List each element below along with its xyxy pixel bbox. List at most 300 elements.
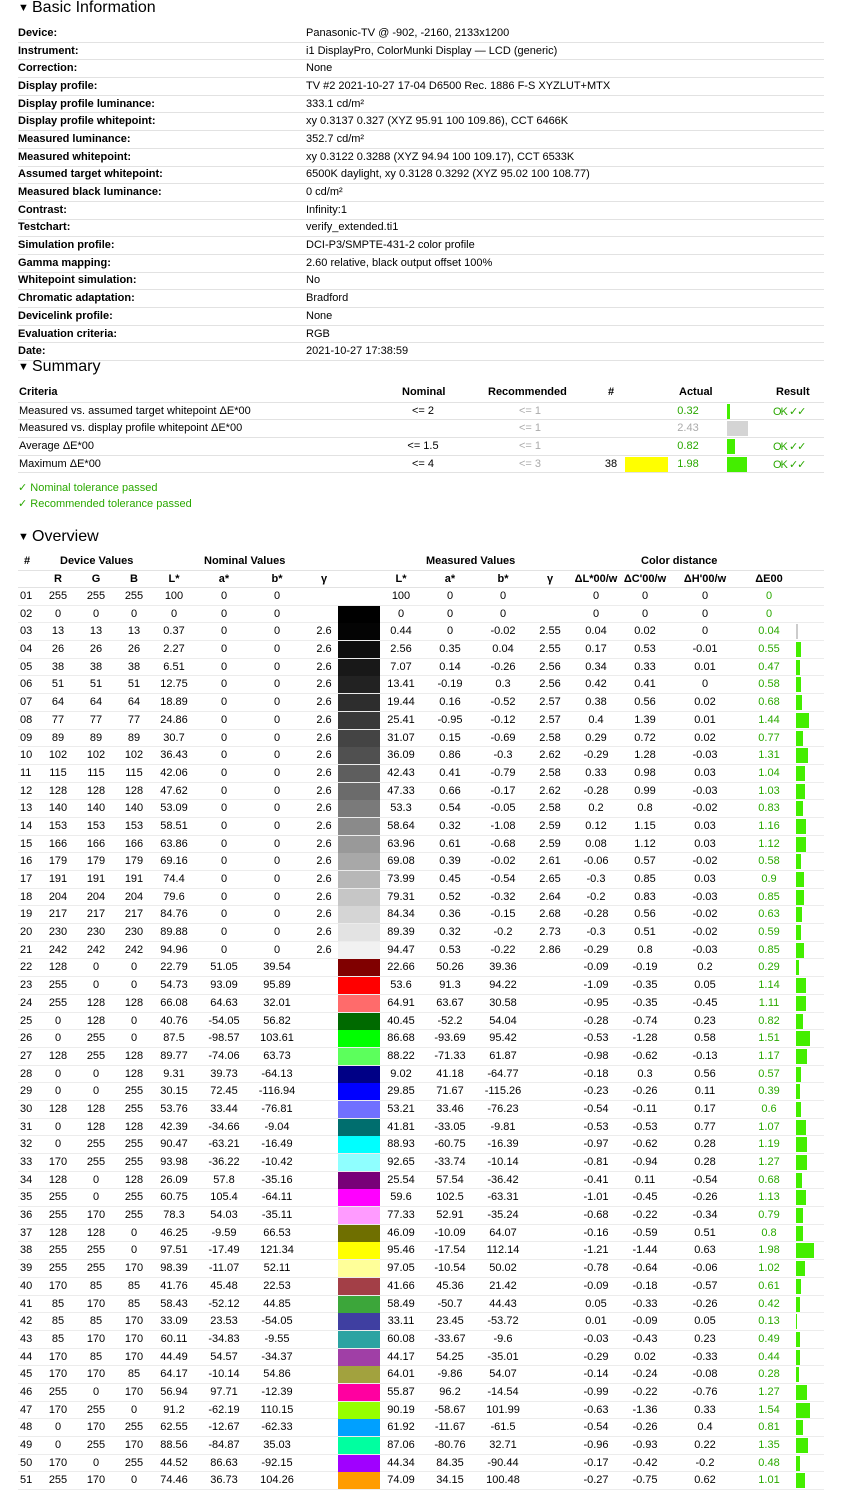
info-value: i1 DisplayPro, ColorMunki Display — LCD (generic) bbox=[306, 42, 824, 60]
patch-value: 2.59 bbox=[539, 837, 561, 850]
patch-value: -0.08 bbox=[692, 1368, 718, 1381]
patch-index: 39 bbox=[20, 1262, 33, 1275]
patch-value: 54.25 bbox=[436, 1350, 464, 1363]
patch-value: -0.13 bbox=[692, 1049, 718, 1062]
patch-value: 0.32 bbox=[439, 819, 461, 832]
patch-value: 110.15 bbox=[260, 1403, 294, 1416]
patch-value: 0.23 bbox=[694, 1332, 716, 1345]
patch-row bbox=[18, 1013, 824, 1031]
patch-value: 0 bbox=[273, 678, 281, 691]
patch-value: 255 bbox=[48, 1262, 68, 1275]
patch-value: 39.54 bbox=[263, 961, 291, 974]
patch-value: -0.26 bbox=[632, 1085, 658, 1098]
delta-e-bar bbox=[796, 677, 801, 692]
delta-e-bar bbox=[796, 1208, 803, 1223]
patch-value: 0 bbox=[220, 890, 228, 903]
patch-value: 0 bbox=[273, 784, 281, 797]
patch-value: -0.02 bbox=[692, 855, 718, 868]
patch-value: 0 bbox=[54, 607, 62, 620]
summary-actual: 2.43 bbox=[677, 422, 699, 435]
patch-row bbox=[18, 641, 824, 659]
summary-recommended: <= 3 bbox=[518, 457, 542, 470]
patch-swatch bbox=[338, 1207, 380, 1224]
patch-value: 0.01 bbox=[694, 660, 716, 673]
patch-value: 128 bbox=[48, 1049, 68, 1062]
patch-value: 128 bbox=[48, 784, 68, 797]
result-header: Result bbox=[776, 386, 810, 398]
patch-swatch bbox=[338, 1455, 380, 1472]
collapse-triangle-icon[interactable]: ▼ bbox=[18, 2, 29, 14]
info-label: Testchart: bbox=[18, 219, 306, 237]
info-value: 0 cd/m² bbox=[306, 184, 824, 202]
patch-value: -0.26 bbox=[632, 1421, 658, 1434]
patch-value: -0.02 bbox=[692, 908, 718, 921]
summary-result: OK ✓✓ bbox=[773, 458, 806, 471]
patch-value: 170 bbox=[86, 1297, 106, 1310]
patch-value: -0.63 bbox=[583, 1403, 609, 1416]
patch-index: 34 bbox=[20, 1173, 33, 1186]
info-value: 2.60 relative, black output offset 100% bbox=[306, 254, 824, 272]
patch-value: 32.71 bbox=[489, 1439, 517, 1451]
patch-value: 89 bbox=[89, 731, 103, 744]
patch-value: 0 bbox=[170, 607, 178, 620]
patch-value: -62.33 bbox=[261, 1421, 293, 1434]
device-values-header: Device Values bbox=[60, 555, 134, 567]
patch-value: 64 bbox=[127, 696, 141, 709]
patch-value: 0 bbox=[220, 802, 228, 815]
patch-value: -58.67 bbox=[434, 1403, 466, 1416]
info-label: Device: bbox=[18, 25, 306, 42]
patch-value: 2.62 bbox=[539, 749, 561, 762]
patch-swatch bbox=[338, 836, 380, 853]
patch-value: 64.63 bbox=[210, 996, 238, 1009]
patch-value: 85 bbox=[51, 1315, 65, 1328]
patch-value: -52.2 bbox=[437, 1014, 463, 1027]
patch-value: -64.13 bbox=[261, 1067, 293, 1080]
patch-index: 11 bbox=[20, 766, 32, 779]
patch-value: -0.32 bbox=[490, 890, 516, 903]
patch-row bbox=[18, 1172, 824, 1190]
patch-value: 1.16 bbox=[758, 819, 780, 832]
patch-value: 255 bbox=[48, 979, 68, 992]
patch-value: 0 bbox=[701, 607, 709, 620]
patch-value: -0.03 bbox=[692, 943, 718, 956]
patch-value: 128 bbox=[124, 1067, 144, 1080]
patch-value: 255 bbox=[86, 1156, 106, 1168]
actual-header: Actual bbox=[679, 386, 713, 398]
patch-swatch bbox=[338, 959, 380, 976]
patch-value: 255 bbox=[86, 1049, 106, 1062]
patch-value: 2.57 bbox=[539, 696, 561, 709]
patch-value: 64.01 bbox=[387, 1368, 415, 1381]
patch-value: -0.18 bbox=[632, 1279, 658, 1292]
patch-row bbox=[18, 588, 824, 606]
patch-swatch bbox=[338, 924, 380, 941]
patch-value: 44.52 bbox=[160, 1456, 188, 1469]
info-value: None bbox=[306, 308, 824, 326]
info-value: 333.1 cd/m² bbox=[306, 95, 824, 113]
patch-value: 18.89 bbox=[160, 696, 188, 709]
patch-value: 94.47 bbox=[387, 943, 415, 956]
patch-value: 13 bbox=[51, 625, 65, 638]
patch-value: 0 bbox=[54, 1032, 62, 1045]
collapse-triangle-icon[interactable]: ▼ bbox=[18, 361, 29, 373]
patch-value: 0.11 bbox=[634, 1173, 656, 1186]
patch-value: 0.37 bbox=[163, 625, 185, 638]
patch-row bbox=[18, 1419, 824, 1437]
patch-value: 255 bbox=[86, 1138, 106, 1151]
patch-value: 45.48 bbox=[210, 1279, 238, 1292]
patch-value: 0.61 bbox=[758, 1279, 780, 1292]
patch-value: -1.36 bbox=[632, 1403, 658, 1416]
patch-value: 102 bbox=[124, 749, 144, 762]
patch-row bbox=[18, 694, 824, 712]
patch-value: 2.61 bbox=[539, 855, 561, 868]
patch-value: 128 bbox=[86, 996, 106, 1009]
worst-patch-swatch bbox=[625, 457, 668, 472]
patch-value: 242 bbox=[124, 943, 144, 956]
patch-value: 128 bbox=[48, 1226, 68, 1239]
patch-value: 0 bbox=[130, 1226, 138, 1239]
patch-value: 0.58 bbox=[694, 1032, 716, 1045]
patch-index: 10 bbox=[20, 749, 33, 762]
patch-value: -0.2 bbox=[493, 926, 513, 939]
patch-value: -0.03 bbox=[692, 749, 718, 762]
info-value: verify_extended.ti1 bbox=[306, 219, 824, 237]
patch-value: 255 bbox=[48, 1191, 68, 1204]
delta-e-bar bbox=[796, 1314, 797, 1329]
patch-value: 0.99 bbox=[634, 784, 656, 797]
patch-value: 40.76 bbox=[160, 1014, 188, 1027]
patch-value: -0.16 bbox=[583, 1226, 609, 1239]
patch-value: 0 bbox=[220, 678, 228, 691]
patch-value: 0.04 bbox=[492, 643, 514, 656]
patch-value: 166 bbox=[86, 837, 106, 850]
patch-swatch bbox=[338, 818, 380, 835]
patch-value: 1.27 bbox=[758, 1385, 780, 1398]
patch-swatch bbox=[338, 1366, 380, 1383]
patch-value: -0.57 bbox=[692, 1279, 718, 1292]
patch-value: 69.16 bbox=[160, 855, 188, 868]
patch-value: 0.4 bbox=[588, 713, 604, 726]
patch-value: 1.44 bbox=[758, 713, 780, 726]
patch-value: 0.3 bbox=[495, 678, 511, 691]
patch-value: 1.11 bbox=[758, 996, 780, 1009]
recommended-passed-note: ✓ Recommended tolerance passed bbox=[18, 498, 192, 510]
patch-row bbox=[18, 765, 824, 783]
patch-value: -0.06 bbox=[692, 1262, 718, 1275]
summary-criteria: Maximum ΔE*00 bbox=[19, 457, 101, 470]
patch-value: 94.22 bbox=[489, 979, 517, 992]
patch-value: 0.32 bbox=[439, 926, 461, 939]
patch-value: 6.51 bbox=[163, 660, 185, 673]
column-header: B bbox=[130, 572, 138, 585]
summary-criteria: Average ΔE*00 bbox=[19, 440, 95, 453]
delta-e-bar bbox=[796, 1226, 803, 1241]
patch-value: 0 bbox=[130, 1474, 138, 1487]
delta-e-bar bbox=[796, 731, 803, 746]
patch-value: 255 bbox=[48, 1385, 68, 1398]
patch-value: 72.45 bbox=[210, 1085, 238, 1098]
patch-value: 0.28 bbox=[694, 1156, 716, 1168]
patch-value: 2.58 bbox=[539, 802, 561, 815]
patch-value: 0.02 bbox=[694, 696, 716, 709]
patch-value: 170 bbox=[86, 1209, 106, 1222]
patch-value: 0.2 bbox=[697, 961, 713, 974]
delta-e-bar bbox=[796, 1137, 807, 1152]
patch-value: 85 bbox=[51, 1297, 65, 1310]
patch-row bbox=[18, 924, 824, 942]
patch-value: 51.05 bbox=[210, 961, 238, 974]
patch-value: 0 bbox=[220, 819, 228, 832]
patch-value: 170 bbox=[48, 1156, 68, 1168]
patch-value: -98.57 bbox=[208, 1032, 240, 1045]
patch-index: 06 bbox=[20, 678, 33, 691]
info-row bbox=[18, 254, 824, 272]
patch-value: 0 bbox=[273, 766, 281, 779]
patch-value: 0.68 bbox=[758, 696, 780, 709]
patch-value: -10.14 bbox=[208, 1368, 240, 1381]
patch-value: 2.6 bbox=[316, 696, 332, 709]
info-value: xy 0.3137 0.327 (XYZ 95.91 100 109.86), CCT 6466K bbox=[306, 113, 824, 131]
patch-value: 0.82 bbox=[758, 1014, 780, 1027]
patch-value: 0.04 bbox=[758, 625, 780, 638]
delta-e-bar bbox=[796, 642, 801, 657]
patch-value: -0.53 bbox=[632, 1120, 658, 1133]
patch-value: 30.15 bbox=[160, 1085, 188, 1098]
patch-value: 0 bbox=[273, 731, 281, 744]
patch-value: -0.17 bbox=[583, 1456, 609, 1469]
column-header: ΔE00 bbox=[755, 572, 783, 585]
patch-value: -17.49 bbox=[208, 1244, 240, 1257]
column-header: ΔH'00/w bbox=[683, 572, 727, 585]
patch-value: 58.51 bbox=[160, 819, 188, 832]
patch-swatch bbox=[338, 1402, 380, 1419]
delta-e-bar bbox=[796, 819, 806, 834]
patch-value: -0.59 bbox=[632, 1226, 658, 1239]
patch-row bbox=[18, 959, 824, 977]
patch-value: 204 bbox=[48, 890, 68, 903]
patch-swatch bbox=[338, 747, 380, 764]
patch-value: -71.33 bbox=[434, 1049, 466, 1062]
patch-value: 0 bbox=[130, 1014, 138, 1027]
patch-value: -0.95 bbox=[583, 996, 609, 1009]
patch-value: 60.08 bbox=[387, 1332, 415, 1345]
patch-value: 21.42 bbox=[489, 1279, 517, 1292]
patch-swatch bbox=[338, 1384, 380, 1401]
patch-value: 0 bbox=[92, 1456, 100, 1469]
patch-value: 89.88 bbox=[160, 926, 188, 939]
patch-value: 79.6 bbox=[163, 890, 185, 903]
patch-value: -0.33 bbox=[632, 1297, 658, 1310]
patch-value: 0.03 bbox=[694, 873, 716, 885]
patch-value: 88.93 bbox=[387, 1138, 415, 1151]
patch-value: 2.58 bbox=[539, 731, 561, 744]
patch-value: -36.22 bbox=[208, 1156, 240, 1168]
patch-value: 1.15 bbox=[634, 819, 656, 832]
patch-value: 179 bbox=[124, 855, 144, 868]
patch-value: 26 bbox=[51, 643, 65, 656]
summary-result: OK ✓✓ bbox=[773, 405, 806, 418]
patch-value: 1.04 bbox=[758, 766, 780, 779]
patch-value: -0.62 bbox=[632, 1049, 658, 1062]
patch-value: 2.55 bbox=[539, 625, 561, 638]
patch-value: 85 bbox=[89, 1279, 103, 1292]
patch-swatch bbox=[338, 977, 380, 994]
patch-value: 170 bbox=[124, 1315, 144, 1328]
patch-value: -0.41 bbox=[583, 1173, 609, 1186]
patch-value: 66.53 bbox=[263, 1226, 291, 1239]
patch-value: 0 bbox=[220, 873, 228, 885]
patch-value: 53.21 bbox=[387, 1102, 415, 1115]
patch-swatch bbox=[338, 783, 380, 800]
patch-value: -0.03 bbox=[692, 784, 718, 797]
patch-value: 204 bbox=[86, 890, 106, 903]
patch-value: 104.26 bbox=[260, 1474, 294, 1487]
patch-value: 230 bbox=[48, 926, 68, 939]
column-header: G bbox=[91, 572, 101, 585]
info-label: Whitepoint simulation: bbox=[18, 272, 306, 290]
patch-value: 0.51 bbox=[634, 926, 656, 939]
patch-value: 0.62 bbox=[694, 1474, 716, 1487]
patch-value: 30.7 bbox=[163, 731, 185, 744]
patch-value: 2.64 bbox=[539, 890, 561, 903]
patch-value: 95.42 bbox=[489, 1032, 517, 1045]
patch-swatch bbox=[338, 1119, 380, 1136]
patch-value: 92.65 bbox=[387, 1156, 415, 1168]
patch-value: 0.17 bbox=[694, 1102, 716, 1115]
patch-index: 47 bbox=[20, 1403, 33, 1416]
patch-value: 0.8 bbox=[761, 1226, 777, 1239]
patch-value: 50.02 bbox=[489, 1262, 517, 1275]
patch-value: 51 bbox=[89, 678, 103, 691]
patch-value: 88.22 bbox=[387, 1049, 415, 1062]
patch-swatch bbox=[338, 712, 380, 729]
patch-value: 166 bbox=[48, 837, 68, 850]
patch-value: 54.07 bbox=[489, 1368, 517, 1381]
patch-value: 0 bbox=[54, 1120, 62, 1133]
patch-value: 1.28 bbox=[634, 749, 656, 762]
nominal-passed-note: ✓ Nominal tolerance passed bbox=[18, 482, 158, 494]
patch-value: 1.35 bbox=[758, 1439, 780, 1451]
patch-value: 74.46 bbox=[160, 1474, 188, 1487]
patch-value: -0.2 bbox=[695, 1456, 715, 1469]
info-label: Instrument: bbox=[18, 42, 306, 60]
patch-value: 74.4 bbox=[163, 873, 185, 885]
patch-value: -0.53 bbox=[583, 1120, 609, 1133]
patch-value: -0.28 bbox=[583, 784, 609, 797]
patch-value: 42.43 bbox=[387, 766, 415, 779]
patch-value: 9.02 bbox=[390, 1067, 412, 1080]
summary-actual: 0.32 bbox=[677, 404, 699, 417]
patch-value: 0 bbox=[220, 696, 228, 709]
delta-e-bar bbox=[796, 872, 804, 887]
patch-value: 2.6 bbox=[316, 908, 332, 921]
patch-row bbox=[18, 1402, 824, 1420]
patch-value: 42.39 bbox=[160, 1120, 188, 1133]
patch-value: 0 bbox=[54, 1439, 62, 1451]
patch-value: 0.39 bbox=[758, 1085, 780, 1098]
patch-value: 2.6 bbox=[316, 943, 332, 956]
patch-value: 0.05 bbox=[585, 1297, 607, 1310]
delta-e-bar bbox=[796, 1385, 807, 1400]
patch-value: 2.56 bbox=[539, 678, 561, 691]
nominal-values-header: Nominal Values bbox=[204, 555, 286, 567]
overview-heading[interactable]: ▼ Overview bbox=[18, 528, 99, 545]
patch-value: 91.3 bbox=[439, 979, 461, 992]
patch-value: 38 bbox=[51, 660, 65, 673]
patch-value: -9.04 bbox=[264, 1120, 290, 1133]
patch-value: 0.3 bbox=[637, 1067, 653, 1080]
patch-value: 0.4 bbox=[697, 1421, 713, 1434]
delta-e-bar bbox=[796, 801, 803, 816]
patch-value: -0.45 bbox=[632, 1191, 658, 1204]
patch-value: 0 bbox=[446, 607, 454, 620]
patch-value: 101.99 bbox=[486, 1403, 520, 1416]
patch-value: 255 bbox=[124, 590, 144, 602]
patch-value: 0.83 bbox=[634, 890, 656, 903]
delta-e-bar bbox=[796, 1243, 814, 1258]
patch-value: -0.03 bbox=[692, 890, 718, 903]
collapse-triangle-icon[interactable]: ▼ bbox=[18, 531, 29, 543]
patch-value: 0 bbox=[273, 590, 281, 602]
patch-value: 38 bbox=[89, 660, 103, 673]
delta-e-bar bbox=[796, 1173, 802, 1188]
patch-value: 54.03 bbox=[210, 1209, 238, 1222]
patch-value: 0 bbox=[397, 607, 405, 620]
patch-index: 24 bbox=[20, 996, 33, 1009]
delta-e-bar bbox=[796, 960, 799, 975]
patch-value: 73.99 bbox=[387, 873, 415, 885]
patch-swatch bbox=[338, 995, 380, 1012]
patch-value: 115 bbox=[125, 766, 143, 779]
patch-value: 255 bbox=[124, 1421, 144, 1434]
delta-e-bar bbox=[796, 996, 806, 1011]
basic-info-heading[interactable]: ▼ Basic Information bbox=[18, 0, 156, 16]
delta-e-bar bbox=[796, 748, 808, 763]
patch-value: -10.54 bbox=[434, 1262, 466, 1275]
info-label: Measured whitepoint: bbox=[18, 148, 306, 166]
patch-row bbox=[18, 1472, 824, 1490]
patch-value: -63.31 bbox=[487, 1191, 519, 1204]
summary-heading[interactable]: ▼ Summary bbox=[18, 358, 101, 375]
patch-value: 44.85 bbox=[263, 1297, 291, 1310]
info-row bbox=[18, 219, 824, 237]
patch-value: 33.11 bbox=[387, 1315, 415, 1328]
patch-value: 0 bbox=[273, 802, 281, 815]
patch-index: 40 bbox=[20, 1279, 33, 1292]
delta-e-bar bbox=[796, 1031, 810, 1046]
patch-value: 0 bbox=[92, 1173, 100, 1186]
patch-value: 153 bbox=[48, 819, 68, 832]
patch-value: 1.12 bbox=[758, 837, 780, 850]
patch-value: -9.55 bbox=[264, 1332, 290, 1345]
patch-value: 0 bbox=[220, 590, 228, 602]
info-value: xy 0.3122 0.3288 (XYZ 94.94 100 109.17), CCT 6533K bbox=[306, 148, 824, 166]
patch-value: -76.23 bbox=[487, 1102, 519, 1115]
patch-index: 19 bbox=[20, 908, 33, 921]
patch-value: 242 bbox=[48, 943, 68, 956]
patch-value: 0.33 bbox=[585, 766, 607, 779]
patch-swatch bbox=[338, 659, 380, 676]
patch-value: 2.6 bbox=[316, 625, 332, 638]
patch-value: -0.29 bbox=[583, 749, 609, 762]
patch-value: -62.19 bbox=[208, 1403, 240, 1416]
patch-value: 0.11 bbox=[694, 1085, 716, 1098]
patch-value: -64.11 bbox=[261, 1191, 293, 1204]
patch-swatch bbox=[338, 1349, 380, 1366]
info-row bbox=[18, 201, 824, 219]
